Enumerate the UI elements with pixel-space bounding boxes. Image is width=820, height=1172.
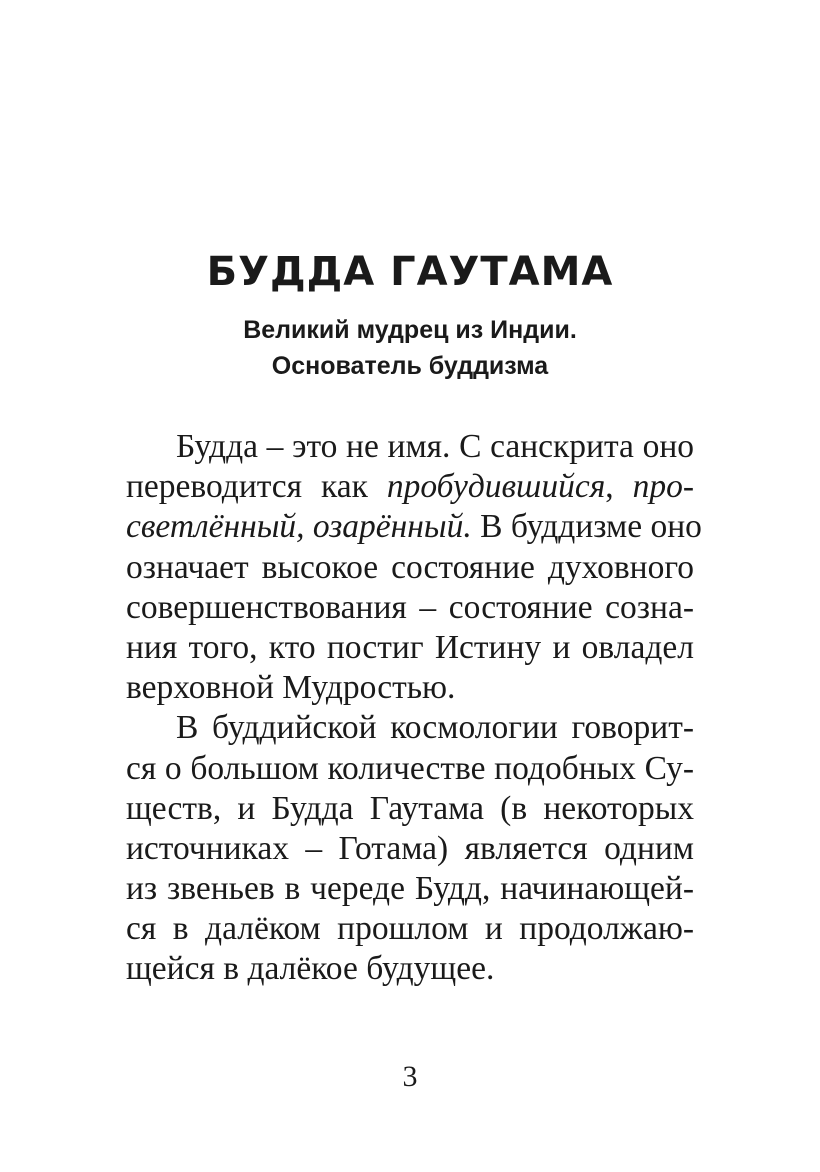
text-segment: ся в далёком прошлом и продолжаю-	[126, 910, 694, 948]
page-number: 3	[402, 1060, 418, 1093]
text-segment: означает высокое состояние духовного	[126, 548, 694, 586]
text-line	[126, 749, 694, 789]
italic-term: про-	[632, 468, 694, 506]
text-line	[126, 668, 694, 708]
text-line	[126, 708, 694, 748]
text-segment: ся о большом количестве подобных Су-	[126, 749, 694, 787]
text-line	[126, 909, 694, 949]
text-line	[126, 869, 694, 909]
text-line	[126, 949, 694, 989]
text-line	[126, 829, 694, 869]
text-segment: источниках – Готама) является одним	[126, 829, 694, 867]
text-line	[126, 427, 694, 467]
text-line	[126, 789, 694, 829]
italic-term: пробудившийся	[386, 468, 606, 506]
text-segment: В буддизме оно	[471, 508, 702, 546]
chapter-subtitle	[0, 312, 820, 384]
text-line	[126, 588, 694, 628]
text-segment: ществ, и Будда Гаутама (в некоторых	[126, 789, 694, 827]
text-line	[126, 548, 694, 588]
body-text	[126, 427, 702, 990]
italic-term: светлённый, озарённый.	[126, 508, 472, 546]
subtitle-line: Основатель буддизма	[271, 352, 549, 380]
text-line	[126, 628, 694, 668]
text-line	[126, 507, 702, 547]
text-segment: ния того, кто постиг Истину и овладел	[126, 628, 694, 666]
text-segment: совершенствования – состояние созна-	[126, 588, 694, 626]
text-line	[126, 467, 694, 507]
text-segment: верховной Мудростью.	[126, 669, 456, 707]
text-segment: щейся в далёкое будущее.	[126, 950, 495, 988]
text-segment: Будда – это не имя. С санскрита оно	[176, 428, 694, 465]
text-segment: из звеньев в череде Будд, начинающей-	[126, 870, 694, 908]
text-segment: В буддийской космологии говорит-	[176, 709, 694, 747]
subtitle-line: Великий мудрец из Индии.	[243, 316, 577, 344]
text-segment: переводится как	[126, 468, 387, 506]
text-segment: ,	[605, 468, 633, 506]
chapter-title: БУДДА ГАУТАМА	[206, 249, 614, 295]
